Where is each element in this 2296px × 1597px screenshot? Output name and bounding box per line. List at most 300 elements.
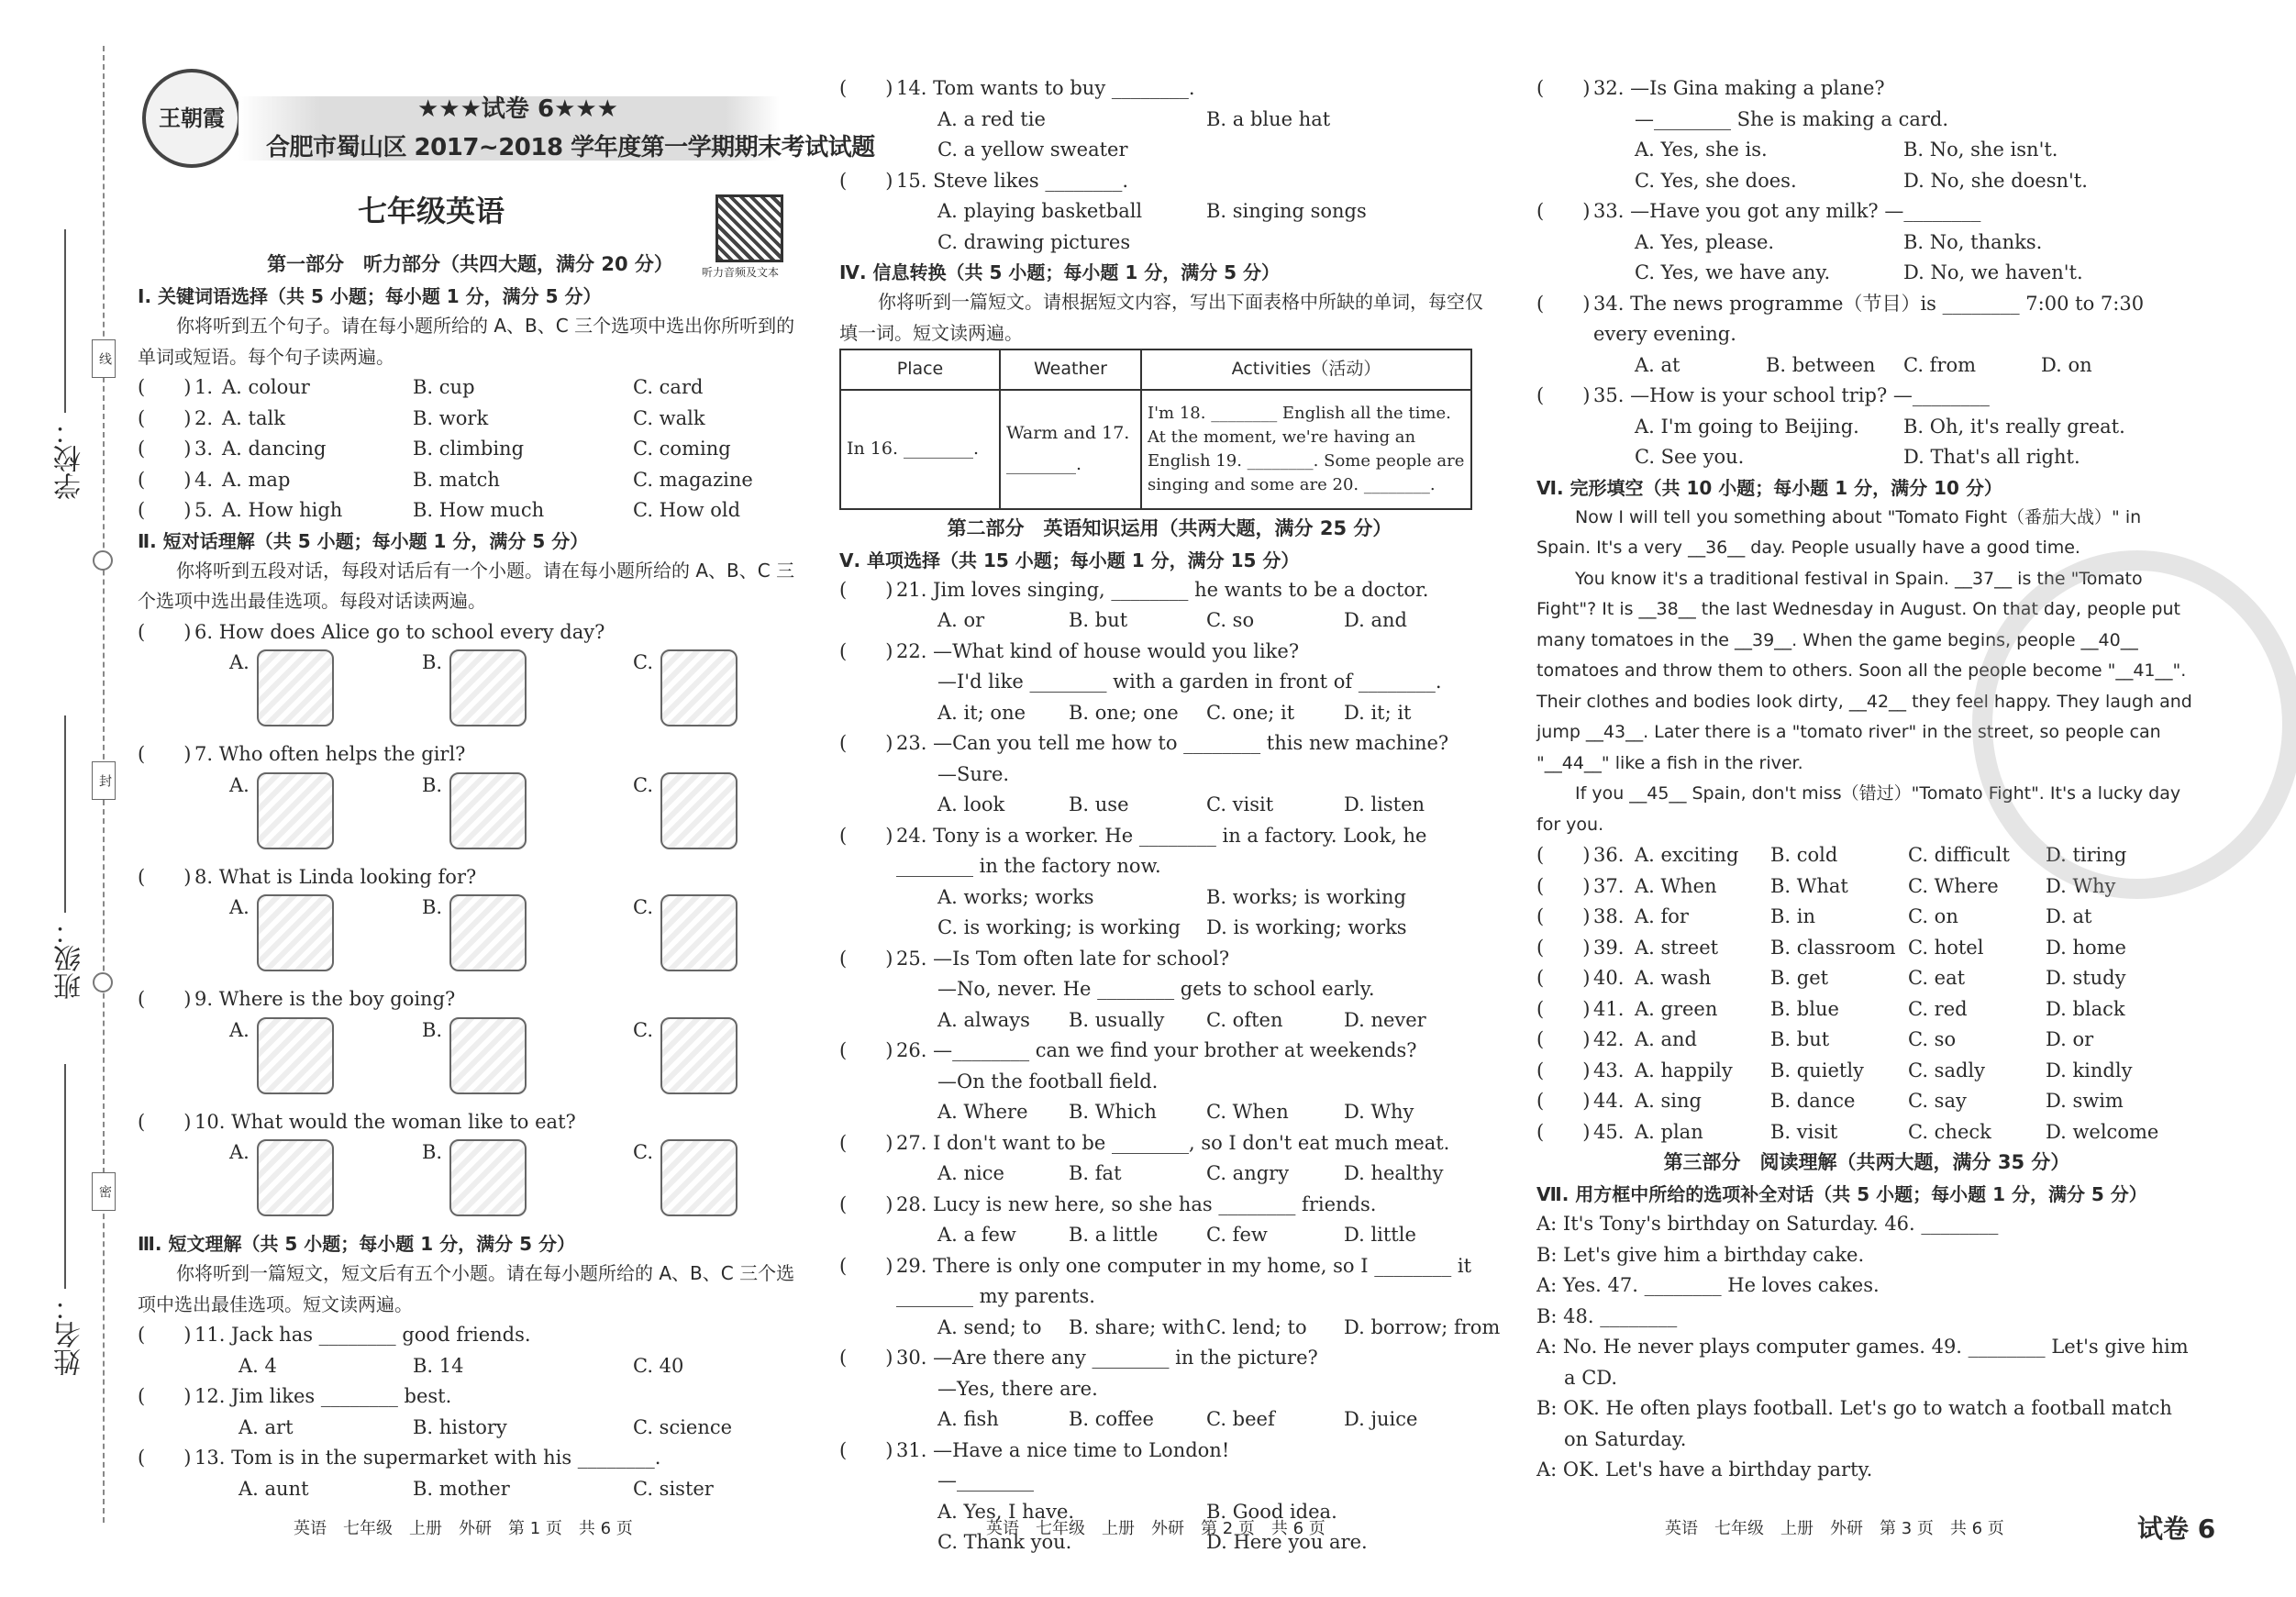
- option-row: [839, 698, 1500, 729]
- option[interactable]: C. hotel: [1908, 936, 1984, 959]
- question-row: [839, 821, 1500, 877]
- answer-bracket[interactable]: ( ): [1536, 292, 1591, 315]
- cloze-paragraph: You know it's a traditional festival in Spain. __37__ is the "Tomato Fight"? It is __38__ the last Wednesday in August. On that day, people put many tomatoes in the __39__. When the game begins, people __40__ tomatoes and throw them to others. Soon all the people become "__41__". Their clothes and bodies look dirty, __42__ they feel happy. They laugh and jump __43__. Later there is a "tomato river" in the street, so people can "__44__" like a fish in the river.: [1536, 568, 2192, 773]
- option[interactable]: C. check: [1908, 1120, 1991, 1143]
- option[interactable]: D. No, we haven't.: [1903, 261, 2083, 283]
- option[interactable]: C. Yes, we have any.: [1635, 261, 1831, 283]
- option[interactable]: B. share; with: [1069, 1315, 1205, 1338]
- option[interactable]: B. 14: [413, 1354, 464, 1377]
- part3-title: 第三部分 阅读理解（共两大题，满分 35 分）: [1663, 1151, 2070, 1173]
- option[interactable]: A. a red tie: [937, 107, 1046, 130]
- seal-tag-line: 线: [92, 339, 116, 378]
- option[interactable]: C. a yellow sweater: [937, 139, 1128, 161]
- name-label: 姓名：: [54, 1293, 86, 1376]
- option[interactable]: B. but: [1770, 1028, 1830, 1050]
- option[interactable]: C. say: [1908, 1090, 1967, 1112]
- question-text: —I'd like ________ with a garden in front of ________.: [937, 671, 1442, 693]
- option[interactable]: D. juice: [1344, 1408, 1418, 1430]
- question-text: 14. Tom wants to buy ________.: [896, 77, 1195, 99]
- section6-title: Ⅵ. 完形填空（共 10 小题；每小题 1 分，满分 10 分）: [1536, 476, 2002, 499]
- option[interactable]: B. cold: [1770, 844, 1838, 866]
- section4-intro: 你将听到一篇短文。请根据短文内容，写出下面表格中所缺的单词，每空仅填一词。短文读两遍。: [839, 291, 1483, 344]
- option[interactable]: A. wash: [1635, 967, 1712, 989]
- coat-icon[interactable]: [660, 894, 738, 971]
- option[interactable]: C. few: [1206, 1224, 1268, 1246]
- option-letter[interactable]: A.: [229, 896, 250, 918]
- option[interactable]: C. magazine: [633, 468, 753, 491]
- answer-bracket[interactable]: ( ): [839, 578, 893, 601]
- option[interactable]: D. it; it: [1344, 701, 1412, 724]
- answer-bracket[interactable]: ( ): [1536, 1028, 1591, 1050]
- question-text: —________: [937, 1469, 1034, 1492]
- option[interactable]: A. colour: [222, 376, 310, 398]
- option[interactable]: A. green: [1635, 997, 1718, 1020]
- answer-bracket[interactable]: ( ): [1536, 1059, 1591, 1081]
- option[interactable]: C. How old: [633, 499, 741, 521]
- answer-bracket[interactable]: ( ): [1536, 967, 1591, 989]
- option[interactable]: C. Yes, she does.: [1635, 169, 1797, 192]
- option[interactable]: C. walk: [633, 406, 705, 429]
- option[interactable]: C. science: [633, 1415, 733, 1438]
- option[interactable]: D. healthy: [1344, 1162, 1444, 1184]
- option[interactable]: C. When: [1206, 1101, 1289, 1123]
- option[interactable]: B. a blue hat: [1206, 107, 1331, 130]
- option[interactable]: A. a few: [937, 1224, 1016, 1246]
- option[interactable]: A. for: [1635, 905, 1689, 927]
- option[interactable]: B. Good idea.: [1206, 1500, 1337, 1523]
- option[interactable]: D. Why: [2046, 874, 2116, 897]
- option[interactable]: B. quietly: [1770, 1059, 1864, 1081]
- option-letter[interactable]: C.: [633, 773, 653, 796]
- question-row: [138, 739, 803, 771]
- option[interactable]: B. in: [1770, 905, 1816, 927]
- option[interactable]: C. See you.: [1635, 446, 1745, 468]
- rice-icon[interactable]: [660, 1139, 738, 1216]
- option[interactable]: B. cup: [413, 376, 475, 398]
- exam-title: 七年级英语: [358, 194, 505, 228]
- question-row: [138, 1381, 803, 1413]
- option[interactable]: C. card: [633, 376, 704, 398]
- option[interactable]: B. history: [413, 1415, 507, 1438]
- cloze-paragraph: Now I will tell you something about "Tomato Fight（番茄大战）" in Spain. It's a very __36__ day. People usually have a good time.: [1536, 506, 2142, 558]
- nurse-icon[interactable]: [660, 772, 738, 849]
- section2-intro: 你将听到五段对话，每段对话后有一个小题。请在每小题所给的 A、B、C 三个选项中选出最佳选项。每段对话读两遍。: [138, 559, 795, 612]
- option[interactable]: B. singing songs: [1206, 200, 1367, 222]
- question-text: 9. Where is the boy going?: [194, 988, 456, 1010]
- option-letter[interactable]: B.: [422, 896, 443, 918]
- items-14-15: [839, 73, 1500, 258]
- option[interactable]: C. difficult: [1908, 844, 2010, 866]
- section3-intro: 你将听到一篇短文，短文后有五个小题。请在每小题所给的 A、B、C 三个选项中选出最佳选项。短文读两遍。: [138, 1262, 795, 1315]
- answer-bracket[interactable]: ( ): [138, 499, 192, 521]
- option[interactable]: A. it; one: [937, 701, 1026, 724]
- option-row: [839, 1005, 1500, 1037]
- question-text: 24. Tony is a worker. He ________ in a factory. Look, he ________ in the factory now.: [896, 824, 1427, 877]
- option[interactable]: D. swim: [2046, 1090, 2124, 1112]
- option[interactable]: D. at: [2046, 905, 2092, 927]
- dumplings-icon[interactable]: [257, 1139, 334, 1216]
- option[interactable]: B. fat: [1069, 1162, 1122, 1184]
- question-text: —________ She is making a card.: [1635, 107, 1949, 130]
- answer-bracket[interactable]: ( ): [138, 406, 192, 429]
- school-label: 学校：: [54, 417, 86, 500]
- question-row: [138, 465, 803, 496]
- option[interactable]: B. between: [1766, 353, 1876, 376]
- bus-icon[interactable]: [257, 649, 334, 726]
- table-cell-place[interactable]: In 16. ________.: [840, 390, 1000, 509]
- dialogue: [1536, 1209, 2197, 1486]
- answer-bracket[interactable]: ( ): [1536, 874, 1591, 897]
- option[interactable]: A. playing basketball: [937, 200, 1143, 222]
- option-row: [839, 1220, 1500, 1251]
- option[interactable]: B. climbing: [413, 438, 525, 460]
- answer-bracket[interactable]: ( ): [1536, 997, 1591, 1020]
- option[interactable]: B. coffee: [1069, 1408, 1154, 1430]
- answer-bracket[interactable]: ( ): [839, 1347, 893, 1369]
- option[interactable]: A. exciting: [1635, 844, 1739, 866]
- option[interactable]: B. visit: [1770, 1120, 1838, 1143]
- question-row: [839, 1374, 1500, 1405]
- option-row: [1536, 412, 2197, 443]
- option[interactable]: D. or: [2046, 1028, 2094, 1050]
- answer-bracket[interactable]: ( ): [1536, 77, 1591, 99]
- option[interactable]: A. nice: [937, 1162, 1004, 1184]
- option[interactable]: C. often: [1206, 1008, 1283, 1031]
- option[interactable]: A. happily: [1635, 1059, 1733, 1081]
- option[interactable]: D. little: [1344, 1224, 1416, 1246]
- option[interactable]: D. Here you are.: [1206, 1531, 1368, 1553]
- option[interactable]: A. plan: [1635, 1120, 1703, 1143]
- section3-items: [138, 1320, 803, 1504]
- question-row: [1536, 1056, 2197, 1087]
- option[interactable]: C. lend; to: [1206, 1315, 1307, 1338]
- question-row-wrap: [839, 1281, 1500, 1313]
- bicycle-rider-icon[interactable]: [449, 649, 527, 726]
- option[interactable]: B. work: [413, 406, 489, 429]
- option[interactable]: A. talk: [222, 406, 285, 429]
- section2-title: Ⅱ. 短对话理解（共 5 小题；每小题 1 分，满分 5 分）: [138, 529, 589, 552]
- section1-title: Ⅰ. 关键词语选择（共 5 小题；每小题 1 分，满分 5 分）: [138, 285, 602, 307]
- option[interactable]: C. drawing pictures: [937, 230, 1131, 253]
- option[interactable]: A. at: [1635, 353, 1680, 376]
- question-number: 36.: [1593, 844, 1625, 866]
- option[interactable]: D. home: [2046, 936, 2126, 959]
- option[interactable]: D. Why: [1344, 1101, 1414, 1123]
- picture-options: [138, 1137, 803, 1229]
- answer-bracket[interactable]: ( ): [839, 77, 893, 99]
- option[interactable]: A. look: [937, 793, 1005, 815]
- logo-emblem-icon: [142, 69, 241, 168]
- option[interactable]: D. listen: [1344, 793, 1425, 815]
- answer-bracket[interactable]: ( ): [138, 1385, 192, 1407]
- answer-bracket[interactable]: ( ): [839, 639, 893, 662]
- option[interactable]: C. Thank you.: [937, 1531, 1072, 1553]
- option[interactable]: D. No, she doesn't.: [1903, 169, 2088, 192]
- option-letter[interactable]: C.: [633, 1018, 653, 1041]
- question-number: 39.: [1593, 936, 1625, 959]
- bike-icon[interactable]: [449, 894, 527, 971]
- picture-options: [138, 648, 803, 739]
- option-letter[interactable]: C.: [633, 896, 653, 918]
- option[interactable]: D. on: [2041, 353, 2092, 376]
- answer-bracket[interactable]: ( ): [839, 1039, 893, 1061]
- answer-bracket[interactable]: ( ): [138, 438, 192, 460]
- option[interactable]: D. kindly: [2046, 1059, 2133, 1081]
- answer-bracket[interactable]: ( ): [839, 824, 893, 847]
- option[interactable]: B. What: [1770, 874, 1848, 897]
- teacher-icon[interactable]: [449, 772, 527, 849]
- answer-bracket[interactable]: ( ): [138, 620, 192, 643]
- option[interactable]: B. get: [1770, 967, 1829, 989]
- question-row: [138, 862, 803, 893]
- question-row: [839, 166, 1500, 197]
- question-text: 23. —Can you tell me how to ________ this new machine?: [896, 732, 1449, 754]
- question-text: 27. I don't want to be ________, so I don't eat much meat.: [896, 1131, 1450, 1154]
- option[interactable]: B. use: [1069, 793, 1129, 815]
- option[interactable]: C. red: [1908, 997, 1968, 1020]
- option[interactable]: A. or: [937, 609, 985, 631]
- name-blank[interactable]: [64, 1064, 66, 1289]
- answer-bracket[interactable]: ( ): [138, 376, 192, 398]
- option-row: [839, 1159, 1500, 1190]
- option[interactable]: A. dancing: [222, 438, 327, 460]
- option-row: [839, 790, 1500, 821]
- option[interactable]: B. mother: [413, 1477, 510, 1500]
- option-letter[interactable]: A.: [229, 1018, 250, 1041]
- school-blank[interactable]: [64, 229, 66, 413]
- option[interactable]: A. works; works: [937, 885, 1094, 908]
- section5-items: [839, 575, 1500, 1558]
- option[interactable]: A. I'm going to Beijing.: [1635, 415, 1859, 438]
- answer-bracket[interactable]: ( ): [138, 988, 192, 1010]
- answer-bracket[interactable]: ( ): [1536, 1120, 1591, 1143]
- option[interactable]: C. so: [1206, 609, 1255, 631]
- option-letter[interactable]: B.: [422, 1141, 443, 1163]
- option[interactable]: B. classroom: [1770, 936, 1896, 959]
- option[interactable]: D. and: [1344, 609, 1407, 631]
- option-row: [839, 135, 1500, 166]
- question-text: 29. There is only one computer in my home, so I ________ it ________ my parents.: [896, 1254, 1472, 1307]
- answer-bracket[interactable]: ( ): [1536, 936, 1591, 959]
- option[interactable]: B. dance: [1770, 1090, 1856, 1112]
- question-text: 35. —How is your school trip? —________: [1593, 384, 1990, 406]
- option-letter[interactable]: B.: [422, 651, 443, 673]
- option[interactable]: A. How high: [222, 499, 343, 521]
- question-text: 10. What would the woman like to eat?: [194, 1110, 576, 1133]
- question-row: [839, 1036, 1500, 1067]
- question-number: 38.: [1593, 905, 1625, 927]
- column-2: [839, 73, 1500, 1558]
- swimming-icon[interactable]: [257, 1017, 334, 1094]
- option-letter[interactable]: C.: [633, 1141, 653, 1163]
- answer-bracket[interactable]: ( ): [1536, 384, 1591, 406]
- option[interactable]: B. No, she isn't.: [1903, 139, 2058, 161]
- option[interactable]: B. No, thanks.: [1903, 230, 2043, 253]
- section5-title: Ⅴ. 单项选择（共 15 小题；每小题 1 分，满分 15 分）: [839, 549, 1300, 571]
- noodles-icon[interactable]: [449, 1139, 527, 1216]
- option-row: [839, 1313, 1500, 1344]
- question-row: [138, 495, 803, 527]
- answer-bracket[interactable]: ( ): [839, 169, 893, 192]
- option[interactable]: A. sing: [1635, 1090, 1702, 1112]
- question-row: [1536, 994, 2197, 1026]
- question-row: [839, 944, 1500, 975]
- option-letter[interactable]: A.: [229, 1141, 250, 1163]
- option[interactable]: D. welcome: [2046, 1120, 2159, 1143]
- option[interactable]: A. street: [1635, 936, 1719, 959]
- dialogue-line: A: No. He never plays computer games. 49. ________ Let's give him a CD.: [1536, 1336, 2189, 1389]
- question-row: [1536, 105, 2197, 136]
- watermark-seal-icon: [1972, 550, 2296, 899]
- option[interactable]: D. That's all right.: [1903, 446, 2080, 468]
- option[interactable]: A. always: [937, 1008, 1030, 1031]
- answer-bracket[interactable]: ( ): [1536, 200, 1591, 222]
- question-row: [839, 1251, 1500, 1307]
- option[interactable]: B. blue: [1770, 997, 1839, 1020]
- walking-girl-icon[interactable]: [660, 649, 738, 726]
- answer-bracket[interactable]: ( ): [1536, 905, 1591, 927]
- option[interactable]: A. When: [1635, 874, 1717, 897]
- option[interactable]: B. Oh, it's really great.: [1903, 415, 2125, 438]
- option[interactable]: D. black: [2046, 997, 2125, 1020]
- option[interactable]: C. is working; is working: [937, 916, 1181, 938]
- option[interactable]: B. but: [1069, 609, 1128, 631]
- option[interactable]: A. Yes, she is.: [1635, 139, 1768, 161]
- answer-bracket[interactable]: ( ): [138, 865, 192, 888]
- option[interactable]: A. aunt: [238, 1477, 309, 1500]
- option-letter[interactable]: B.: [422, 773, 443, 796]
- option[interactable]: C. coming: [633, 438, 731, 460]
- option[interactable]: C. Where: [1908, 874, 1999, 897]
- answer-bracket[interactable]: ( ): [138, 468, 192, 491]
- answer-bracket[interactable]: ( ): [839, 732, 893, 754]
- bag-icon[interactable]: [257, 894, 334, 971]
- option[interactable]: C. on: [1908, 905, 1958, 927]
- question-text: 13. Tom is in the supermarket with his ________.: [194, 1447, 661, 1469]
- option[interactable]: A. and: [1635, 1028, 1698, 1050]
- question-row: [839, 73, 1500, 105]
- qr-caption: 听力音频及文本: [702, 266, 780, 279]
- dialogue-line: A: Yes. 47. ________ He loves cakes.: [1536, 1274, 1880, 1296]
- option-row: [138, 1474, 803, 1505]
- question-text: 33. —Have you got any milk? —________: [1593, 200, 1981, 222]
- option[interactable]: B. How much: [413, 499, 545, 521]
- question-number: 37.: [1593, 874, 1625, 897]
- option-row: [839, 1404, 1500, 1436]
- option[interactable]: A. Yes, I have.: [937, 1500, 1075, 1523]
- answer-bracket[interactable]: ( ): [839, 1438, 893, 1461]
- option[interactable]: C. eat: [1908, 967, 1966, 989]
- section1-intro: 你将听到五个句子。请在每小题所给的 A、B、C 三个选项中选出你所听到的单词或短语。每个句子读两遍。: [138, 315, 795, 368]
- policeman-icon[interactable]: [257, 772, 334, 849]
- option[interactable]: B. usually: [1069, 1008, 1165, 1031]
- class-blank[interactable]: [64, 715, 66, 913]
- option[interactable]: D. tiring: [2046, 844, 2127, 866]
- option[interactable]: B. match: [413, 468, 500, 491]
- option[interactable]: C. beef: [1206, 1408, 1275, 1430]
- option[interactable]: C. so: [1908, 1028, 1957, 1050]
- option[interactable]: D. is working; works: [1206, 916, 1407, 938]
- picture-options: [138, 771, 803, 862]
- option-row: [839, 227, 1500, 259]
- logo-text: 王朝霞: [159, 105, 225, 131]
- option[interactable]: C. angry: [1206, 1162, 1290, 1184]
- answer-bracket[interactable]: ( ): [1536, 844, 1591, 866]
- section3-title: Ⅲ. 短文理解（共 5 小题；每小题 1 分，满分 5 分）: [138, 1233, 575, 1255]
- answer-bracket[interactable]: ( ): [138, 743, 192, 765]
- answer-bracket[interactable]: ( ): [1536, 1090, 1591, 1112]
- answer-bracket[interactable]: ( ): [839, 947, 893, 970]
- option[interactable]: B. Which: [1069, 1101, 1157, 1123]
- table-cell-activities[interactable]: I'm 18. ________ English all the time. At the moment, we're having an English 19. ________. Some people are singing and some are 20. ________.: [1141, 390, 1471, 509]
- question-number: 4.: [194, 468, 214, 491]
- answer-bracket[interactable]: ( ): [138, 1324, 192, 1346]
- option[interactable]: C. sister: [633, 1477, 714, 1500]
- option[interactable]: B. one; one: [1069, 701, 1179, 724]
- seal-tag-seal: 封: [92, 761, 116, 800]
- answer-bracket[interactable]: ( ): [138, 1447, 192, 1469]
- answer-bracket[interactable]: ( ): [839, 1131, 893, 1154]
- table-cell-weather[interactable]: Warm and 17. ________.: [1000, 390, 1141, 509]
- option[interactable]: C. visit: [1206, 793, 1274, 815]
- option-row: [839, 605, 1500, 637]
- binding-hole-icon: [93, 550, 113, 571]
- question-number: 40.: [1593, 967, 1625, 989]
- answer-bracket[interactable]: ( ): [839, 1254, 893, 1277]
- option[interactable]: A. Yes, please.: [1635, 230, 1775, 253]
- question-text: 11. Jack has ________ good friends.: [194, 1324, 531, 1346]
- option[interactable]: A. fish: [937, 1408, 999, 1430]
- option-row: [839, 196, 1500, 227]
- option-letter[interactable]: B.: [422, 1018, 443, 1041]
- option[interactable]: C. 40: [633, 1354, 684, 1377]
- option[interactable]: D. never: [1344, 1008, 1426, 1031]
- football-icon[interactable]: [449, 1017, 527, 1094]
- option[interactable]: A. map: [222, 468, 291, 491]
- answer-bracket[interactable]: ( ): [839, 1192, 893, 1215]
- option[interactable]: A. send; to: [937, 1315, 1042, 1338]
- option[interactable]: C. from: [1903, 353, 1977, 376]
- option[interactable]: B. a little: [1069, 1224, 1159, 1246]
- question-row: [839, 1128, 1500, 1159]
- option[interactable]: C. sadly: [1908, 1059, 1985, 1081]
- option[interactable]: C. one; it: [1206, 701, 1295, 724]
- option[interactable]: B. works; is working: [1206, 885, 1406, 908]
- footer-page-1: 英语 七年级 上册 外研 第 1 页 共 6 页: [294, 1519, 633, 1538]
- option[interactable]: A. Where: [937, 1101, 1028, 1123]
- question-row: [1536, 1086, 2197, 1117]
- dialogue-line: B: OK. He often plays football. Let's go to watch a football match on Saturday.: [1536, 1397, 2172, 1450]
- option[interactable]: A. 4: [238, 1354, 277, 1377]
- option-row: [839, 105, 1500, 136]
- answer-bracket[interactable]: ( ): [138, 1110, 192, 1133]
- cloze-paragraph: If you __45__ Spain, don't miss（错过）"Tomato Fight". It's a lucky day for you.: [1536, 783, 2181, 835]
- class-label: 班级：: [54, 917, 86, 1000]
- option-letter[interactable]: A.: [229, 773, 250, 796]
- option[interactable]: D. borrow; from: [1344, 1315, 1501, 1338]
- option-letter[interactable]: C.: [633, 651, 653, 673]
- question-text: 26. —________ can we find your brother at weekends?: [896, 1039, 1417, 1061]
- binding-hole-icon: [93, 972, 113, 993]
- question-text: 32. —Is Gina making a plane?: [1593, 77, 1885, 99]
- option[interactable]: A. art: [238, 1415, 294, 1438]
- climbing-icon[interactable]: [660, 1017, 738, 1094]
- option-letter[interactable]: A.: [229, 651, 250, 673]
- part2-title: 第二部分 英语知识运用（共两大题，满分 25 分）: [947, 516, 1392, 539]
- question-text: 30. —Are there any ________ in the picture?: [896, 1347, 1318, 1369]
- option[interactable]: D. study: [2046, 967, 2126, 989]
- section7-title: Ⅶ. 用方框中所给的选项补全对话（共 5 小题；每小题 1 分，满分 5 分）: [1536, 1183, 2147, 1205]
